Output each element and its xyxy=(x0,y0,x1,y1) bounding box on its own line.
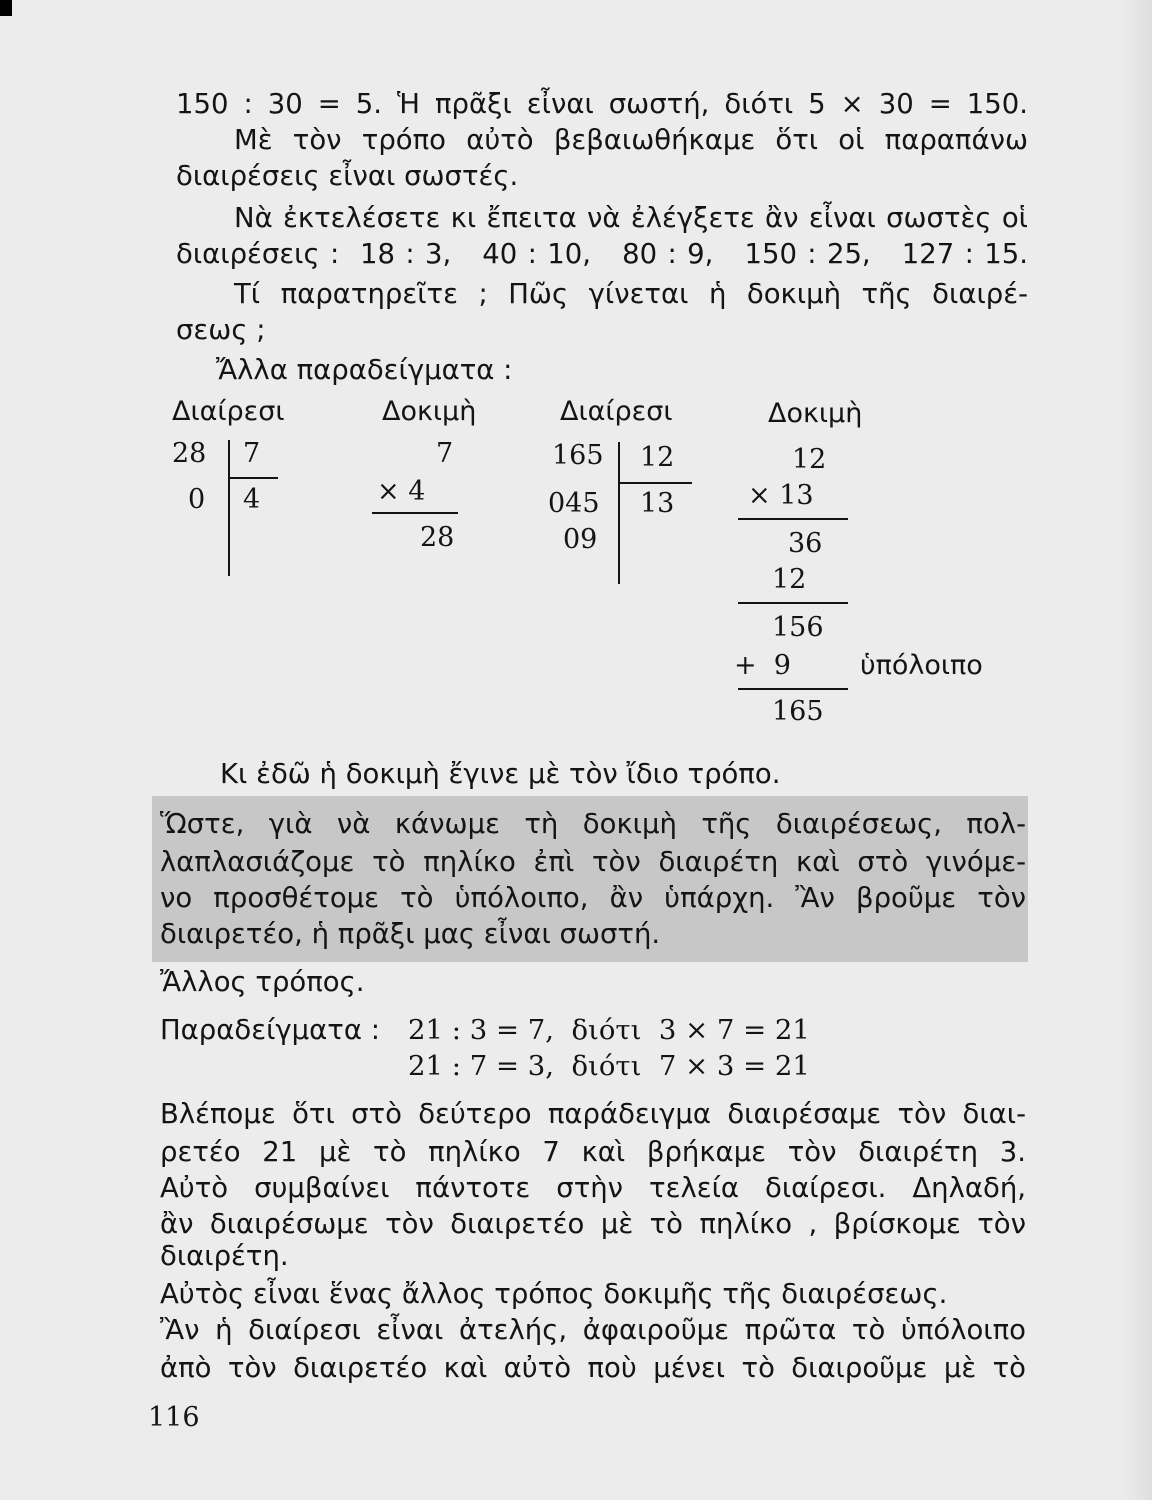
ex2-division-bar xyxy=(618,442,620,584)
rule-line-2: λαπλασιάζομε τὸ πηλίκο ἐπὶ τὸν διαιρέτη καὶ στὸ γινόμε- xyxy=(160,846,1026,878)
header-division-1: Διαίρεσι xyxy=(172,396,285,427)
ex2-quotient-rule xyxy=(618,482,692,484)
header-division-2: Διαίρεσι xyxy=(560,396,673,427)
rule-line-1: Ὥστε, γιὰ νὰ κάνωμε τὴ δοκιμὴ τῆς διαιρέσεως, πολ- xyxy=(160,808,1026,840)
ex2-product-1: 36 xyxy=(788,528,823,559)
intro-line-2: Μὲ τὸν τρόπο αὐτὸ βεβαιωθήκαμε ὅτι οἱ παραπάνω xyxy=(234,124,1028,156)
ex2-check-rule-2 xyxy=(738,602,848,604)
ex2-check-rule-3 xyxy=(738,688,848,690)
other-method-heading: Ἄλλος τρόπος. xyxy=(160,966,365,998)
intro-line-3: διαιρέσεις εἶναι σωστές. xyxy=(176,160,519,192)
example-eq-2: 21 : 7 = 3, διότι 7 × 3 = 21 xyxy=(408,1050,810,1082)
intro-line-4: Νὰ ἐκτελέσετε κι ἔπειτα νὰ ἐλέγξετε ἂν εἶναι σωστὲς οἱ xyxy=(234,202,1028,234)
ex2-total: 165 xyxy=(772,696,824,727)
intro-line-1: 150 : 30 = 5. Ἡ πρᾶξι εἶναι σωστή, διότι 5 × 30 = 150. xyxy=(176,88,1028,120)
rule-line-4: διαιρετέο, ἡ πρᾶξι μας εἶναι σωστή. xyxy=(160,918,661,950)
closing-line-5: διαιρέτη. xyxy=(160,1240,289,1272)
header-check-2: Δοκιμὴ xyxy=(768,398,863,429)
ex2-check-rule-1 xyxy=(738,518,848,520)
ex2-divisor: 12 xyxy=(640,442,675,473)
ex1-check-rule xyxy=(372,512,458,514)
ex1-remainder: 0 xyxy=(188,484,206,515)
ex1-quotient-rule xyxy=(228,477,278,479)
closing-line-6: Αὐτὸς εἶναι ἕνας ἄλλος τρόπος δοκιμῆς τῆς διαιρέσεως. xyxy=(160,1278,948,1310)
ex1-quotient: 4 xyxy=(243,484,261,515)
ex2-sum: 156 xyxy=(772,612,824,643)
same-way-line: Κι ἐδῶ ἡ δοκιμὴ ἔγινε μὲ τὸν ἴδιο τρόπο. xyxy=(220,758,781,790)
closing-line-1: Βλέπομε ὅτι στὸ δεύτερο παράδειγμα διαιρέσαμε τὸν διαι- xyxy=(160,1098,1026,1130)
ex2-quotient: 13 xyxy=(640,488,675,519)
ex2-dividend: 165 xyxy=(552,440,604,471)
ex2-check-b: × 13 xyxy=(748,480,814,511)
page-number: 116 xyxy=(148,1402,200,1433)
intro-line-6: Τί παρατηρεῖτε ; Πῶς γίνεται ἡ δοκιμὴ τῆς διαιρέ- xyxy=(234,278,1028,310)
closing-line-4: ἂν διαιρέσωμε τὸν διαιρετέο μὲ τὸ πηλίκο , βρίσκομε τὸν xyxy=(160,1208,1026,1240)
ex2-partial-2: 09 xyxy=(563,524,598,555)
ex1-check-result: 28 xyxy=(420,522,455,553)
examples-label: Παραδείγματα : xyxy=(160,1014,380,1046)
closing-line-7: Ἂν ἡ διαίρεσι εἶναι ἀτελής, ἀφαιροῦμε πρῶτα τὸ ὑπόλοιπο xyxy=(160,1314,1026,1346)
closing-line-3: Αὐτὸ συμβαίνει πάντοτε στὴν τελεία διαίρεσι. Δηλαδή, xyxy=(160,1172,1026,1204)
intro-line-5: διαιρέσεις : 18 : 3, 40 : 10, 80 : 9, 150 : 25, 127 : 15. xyxy=(176,238,1028,270)
ex2-product-2: 12 xyxy=(772,564,807,595)
ex1-division-bar xyxy=(228,440,230,576)
ex1-divisor: 7 xyxy=(243,438,261,469)
rule-line-3: νο προσθέτομε τὸ ὑπόλοιπο, ἂν ὑπάρχη. Ἂν βροῦμε τὸν xyxy=(160,882,1026,914)
scan-corner-mark xyxy=(0,0,12,16)
ex1-check-b: × 4 xyxy=(377,476,426,507)
ex2-add-remainder: + 9 xyxy=(734,650,791,681)
ex1-dividend: 28 xyxy=(172,438,207,469)
ex1-check-a: 7 xyxy=(436,438,454,469)
header-check-1: Δοκιμὴ xyxy=(382,396,477,427)
examples-heading: Ἄλλα παραδείγματα : xyxy=(216,354,513,386)
closing-line-2: ρετέο 21 μὲ τὸ πηλίκο 7 καὶ βρήκαμε τὸν διαιρέτη 3. xyxy=(160,1136,1026,1168)
example-eq-1: 21 : 3 = 7, διότι 3 × 7 = 21 xyxy=(408,1014,810,1046)
page-edge-shadow xyxy=(1122,0,1152,1500)
ex2-partial-1: 045 xyxy=(548,488,600,519)
ex2-check-a: 12 xyxy=(792,444,827,475)
intro-line-7: σεως ; xyxy=(176,314,266,346)
ex2-remainder-label: ὑπόλοιπο xyxy=(860,650,983,681)
closing-line-8: ἀπὸ τὸν διαιρετέο καὶ αὐτὸ ποὺ μένει τὸ διαιροῦμε μὲ τὸ xyxy=(160,1352,1026,1384)
